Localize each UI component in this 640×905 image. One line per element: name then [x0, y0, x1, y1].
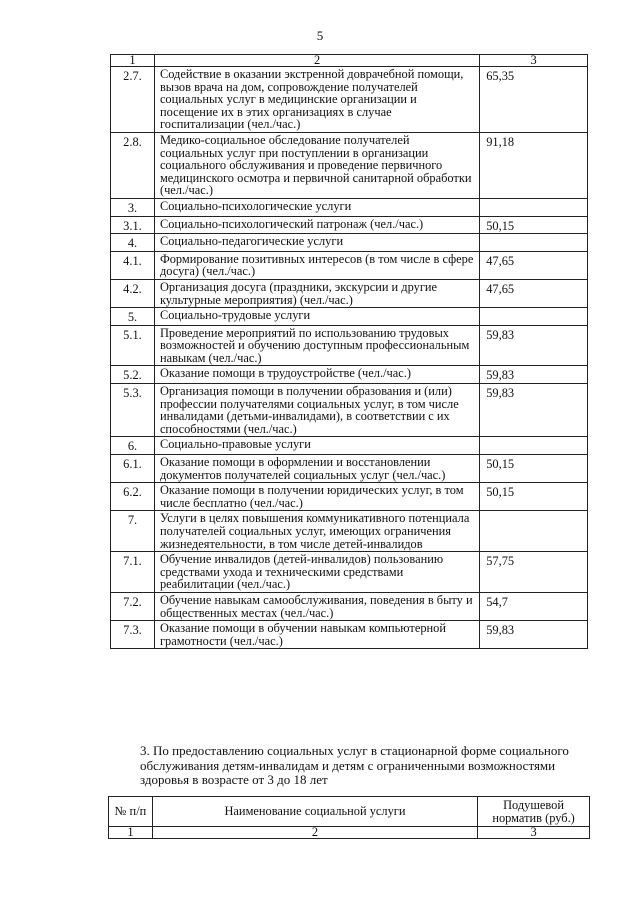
row-service-name: Услуги в целях повышения коммуникативного потенциала получателей социальных услуг, имеющих ограничения жизнедеятельности, в том числе детей-инвалидов [154, 511, 479, 552]
table-row [111, 384, 588, 437]
row-service-name: Обучение навыкам самообслуживания, поведения в быту и общественных местах (чел./час.) [154, 592, 479, 620]
row-norm-value: 59,83 [480, 366, 588, 384]
row-norm-value: 59,83 [480, 621, 588, 649]
stationary-services-table [108, 796, 590, 839]
table-row [111, 325, 588, 366]
table-row [111, 67, 588, 133]
table-row [111, 251, 588, 279]
row-service-name: Оказание помощи в оформлении и восстановлении документов получателей социальных услуг (чел./час.) [154, 455, 479, 483]
col-index-3: 3 [480, 55, 588, 67]
table-row [111, 621, 588, 649]
col-index-2: 2 [152, 827, 477, 839]
col-index-1: 1 [111, 55, 155, 67]
table-row [111, 483, 588, 511]
table-index-row [109, 827, 590, 839]
row-norm-value: 54,7 [480, 592, 588, 620]
row-number: 5.3. [111, 384, 155, 437]
row-service-name: Социально-трудовые услуги [154, 308, 479, 326]
row-norm-value: 59,83 [480, 384, 588, 437]
row-norm-value: 50,15 [480, 455, 588, 483]
row-norm-value [480, 234, 588, 252]
col-index-3: 3 [478, 827, 590, 839]
row-service-name: Социально-психологические услуги [154, 198, 479, 216]
row-service-name: Социально-педагогические услуги [154, 234, 479, 252]
row-service-name: Организация досуга (праздники, экскурсии и другие культурные мероприятия) (чел./час.) [154, 279, 479, 307]
row-norm-value: 65,35 [480, 67, 588, 133]
row-number: 6. [111, 437, 155, 455]
page-number: 5 [316, 28, 324, 43]
table-row [111, 216, 588, 234]
row-service-name: Обучение инвалидов (детей-инвалидов) пользованию средствами ухода и техническими средствами реабилитации (чел./час.) [154, 552, 479, 593]
row-number: 7.2. [111, 592, 155, 620]
row-norm-value [480, 437, 588, 455]
row-norm-value [480, 198, 588, 216]
table-row [111, 437, 588, 455]
row-norm-value: 50,15 [480, 483, 588, 511]
row-service-name: Проведение мероприятий по использованию трудовых возможностей и обучению доступным профессиональным навыкам (чел./час.) [154, 325, 479, 366]
row-norm-value: 47,65 [480, 279, 588, 307]
row-number: 6.2. [111, 483, 155, 511]
row-norm-value: 47,65 [480, 251, 588, 279]
row-norm-value [480, 511, 588, 552]
header-service-name: Наименование социальной услуги [152, 797, 477, 827]
row-norm-value: 57,75 [480, 552, 588, 593]
row-service-name: Социально-психологический патронаж (чел./час.) [154, 216, 479, 234]
table-row [111, 308, 588, 326]
table-row [111, 592, 588, 620]
row-number: 5.2. [111, 366, 155, 384]
table-header-row [109, 797, 590, 827]
row-number: 7.3. [111, 621, 155, 649]
row-number: 4.1. [111, 251, 155, 279]
row-norm-value: 59,83 [480, 325, 588, 366]
table-row [111, 198, 588, 216]
row-number: 5.1. [111, 325, 155, 366]
row-service-name: Оказание помощи в трудоустройстве (чел./час.) [154, 366, 479, 384]
row-number: 7. [111, 511, 155, 552]
table-row [111, 552, 588, 593]
row-service-name: Оказание помощи в получении юридических услуг, в том числе бесплатно (чел./час.) [154, 483, 479, 511]
table-row [111, 455, 588, 483]
table-row [111, 132, 588, 198]
row-norm-value: 50,15 [480, 216, 588, 234]
row-norm-value: 91,18 [480, 132, 588, 198]
table-row [111, 366, 588, 384]
table-row [111, 279, 588, 307]
row-number: 6.1. [111, 455, 155, 483]
row-service-name: Социально-правовые услуги [154, 437, 479, 455]
row-number: 4. [111, 234, 155, 252]
row-number: 7.1. [111, 552, 155, 593]
row-number: 5. [111, 308, 155, 326]
col-index-2: 2 [154, 55, 479, 67]
table-index-row [111, 55, 588, 67]
header-number: № п/п [109, 797, 153, 827]
table-row [111, 511, 588, 552]
row-number: 3. [111, 198, 155, 216]
row-number: 3.1. [111, 216, 155, 234]
section-paragraph: 3. По предоставлению социальных услуг в стационарной форме социального обслуживания детям-инвалидам и детям с ограниченными возможностями здоровья в возрасте от 3 до 18 лет [140, 743, 569, 787]
row-number: 2.7. [111, 67, 155, 133]
services-table [110, 54, 588, 649]
row-service-name: Содействие в оказании экстренной доврачебной помощи, вызов врача на дом, сопровождение получателей социальных услуг в медицинские организации и посещение их в этих организациях в случае госпитализации (чел./час.) [154, 67, 479, 133]
row-service-name: Медико-социальное обследование получателей социальных услуг при поступлении в организации социального обслуживания и проведение первичного медицинского осмотра и первичной санитарной обработки (чел./час.) [154, 132, 479, 198]
row-service-name: Формирование позитивных интересов (в том числе в сфере досуга) (чел./час.) [154, 251, 479, 279]
row-service-name: Оказание помощи в обучении навыкам компьютерной грамотности (чел./час.) [154, 621, 479, 649]
table-row [111, 234, 588, 252]
row-number: 2.8. [111, 132, 155, 198]
col-index-1: 1 [109, 827, 153, 839]
row-number: 4.2. [111, 279, 155, 307]
row-norm-value [480, 308, 588, 326]
row-service-name: Организация помощи в получении образования и (или) профессии получателями социальных услуг, в том числе инвалидами (детьми-инвалидами), в соответствии с их способностями (чел./час.) [154, 384, 479, 437]
header-norm: Подушевой норматив (руб.) [478, 797, 590, 827]
